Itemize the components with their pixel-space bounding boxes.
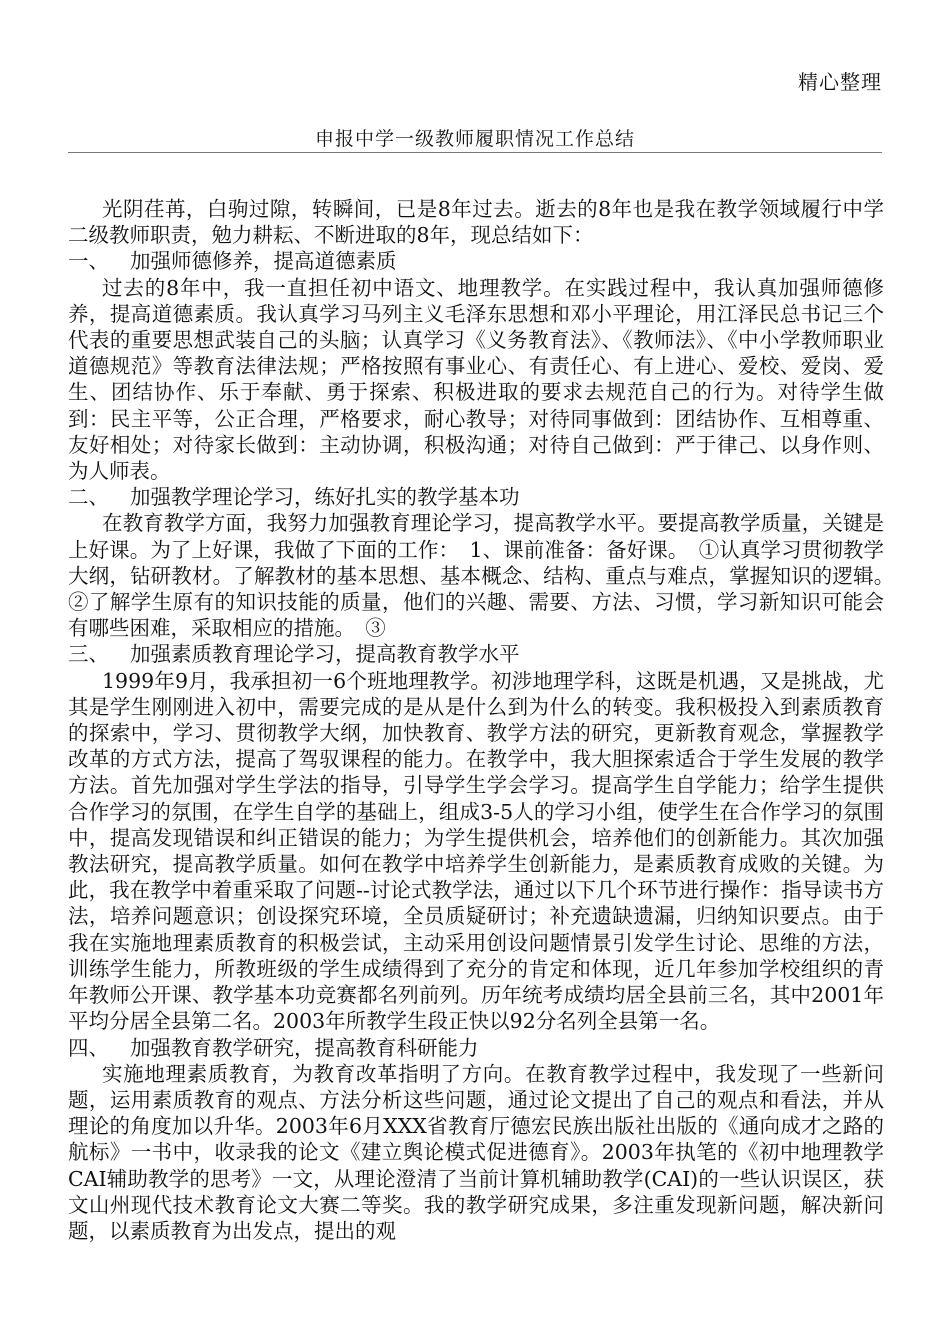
section-number: 一、 xyxy=(68,249,109,274)
section-heading xyxy=(68,484,884,510)
intro-paragraph: 光阴荏苒，白驹过隙，转瞬间，已是8年过去。逝去的8年也是我在教学领域履行中学二级教师职责，勉力耕耘、不断进取的8年，现总结如下： xyxy=(68,197,884,248)
header-note: 精心整理 xyxy=(798,70,882,94)
page-title: 申报中学一级教师履职情况工作总结 xyxy=(314,128,635,150)
document-body xyxy=(68,196,925,1244)
section-number: 三、 xyxy=(68,642,109,667)
section-paragraph: 在教育教学方面，我努力加强教育理论学习，提高教学水平。要提高教学质量，关键是上好课。为了上好课，我做了下面的工作： 1、课前准备：备好课。 ①认真学习贯彻教学大纲，钻研教材。了解教材的基本思想、基本概念、结构、重点与难点，掌握知识的逻辑。 ②了解学生原有的知识技能的质量，他们的兴趣、需要、方法、习惯，学习新知识可能会有哪些困难，采取相应的措施。 ③ xyxy=(68,511,925,641)
section-heading-text: 加强师德修养，提高道德素质 xyxy=(130,249,397,274)
section-paragraph: 实施地理素质教育，为教育改革指明了方向。在教育教学过程中，我发现了一些新问题，运用素质教育的观点、方法分析这些问题，通过论文提出了自己的观点和看法，并从理论的角度加以升华。2003年6月XXX省教育厅德宏民族出版社出版的《通向成才之路的航标》一书中，收录我的论文《建立舆论模式促进德育》。2003年执笔的《初中地理教学CAI辅助教学的思考》一文，从理论澄清了当前计算机辅助教学(CAI)的一些认识误区，获文山州现代技术教育论文大赛二等奖。我的教学研究成果，多注重发现新问题，解决新问题，以素质教育为出发点，提出的观 xyxy=(68,1061,884,1243)
section-number: 四、 xyxy=(68,1035,109,1060)
section-paragraph: 过去的8年中，我一直担任初中语文、地理教学。在实践过程中，我认真加强师德修养，提高道德素质。我认真学习马列主义毛泽东思想和邓小平理论，用江泽民总书记三个代表的重要思想武装自己的头脑；认真学习《义务教育法》、《教师法》、《中小学教师职业道德规范》等教育法律法规；严格按照有事业心、有责任心、有上进心、爱校、爱岗、爱生、团结协作、乐于奉献、勇于探索、积极进取的要求去规范自己的行为。对待学生做到：民主平等，公正合理，严格要求，耐心教导；对待同事做到：团结协作、互相尊重、友好相处；对待家长做到：主动协调，积极沟通；对待自己做到：严于律己、以身作则、为人师表。 xyxy=(68,275,884,484)
section-number: 二、 xyxy=(68,485,109,510)
section-heading xyxy=(68,641,884,667)
section-paragraph: 1999年9月，我承担初一6个班地理教学。初涉地理学科，这既是机遇，又是挑战，尤其是学生刚刚进入初中，需要完成的是从是什么到为什么的转变。我积极投入到素质教育的探索中，学习、贯彻教学大纲，加快教育、教学方法的研究，更新教育观念，掌握教学改革的方式方法，提高了驾驭课程的能力。在教学中，我大胆探索适合于学生发展的教学方法。首先加强对学生学法的指导，引导学生学会学习。提高学生自学能力；给学生提供合作学习的氛围，在学生自学的基础上，组成3-5人的学习小组，使学生在合作学习的氛围中，提高发现错误和纠正错误的能力；为学生提供机会，培养他们的创新能力。其次加强教法研究，提高教学质量。如何在教学中培养学生创新能力，是素质教育成败的关键。为此，我在教学中着重采取了问题--讨论式教学法，通过以下几个环节进行操作：指导读书方法，培养问题意识；创设探究环境，全员质疑研讨；补充遗缺遗漏，归纳知识要点。由于我在实施地理素质教育的积极尝试，主动采用创设问题情景引发学生讨论、思维的方法，训练学生能力，所教班级的学生成绩得到了充分的肯定和体现，近几年参加学校组织的青年教师公开课、教学基本功竞赛都名列前列。历年统考成绩均居全县前三名，其中2001年平均分居全县第二名。2003年所教学生段正快以92分名列全县第一名。 xyxy=(68,668,884,1034)
title-divider xyxy=(68,152,882,153)
section-heading xyxy=(68,248,884,274)
section-heading xyxy=(68,1035,884,1061)
section-heading-text: 加强教学理论学习，练好扎实的教学基本功 xyxy=(130,485,520,510)
section-heading-text: 加强素质教育理论学习，提高教育教学水平 xyxy=(130,642,520,667)
section-heading-text: 加强教育教学研究，提高教育科研能力 xyxy=(130,1035,479,1060)
